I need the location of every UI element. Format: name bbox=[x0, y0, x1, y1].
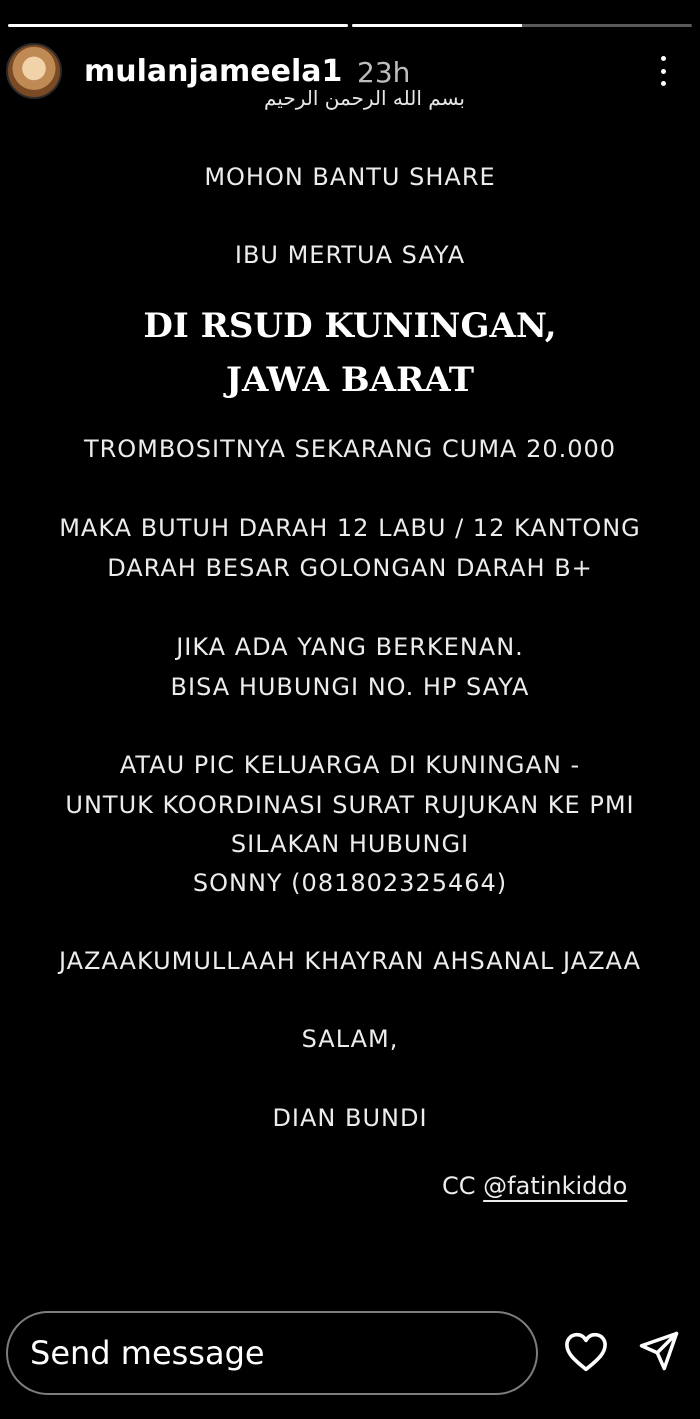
send-message-input[interactable] bbox=[6, 1311, 538, 1395]
story-progress bbox=[8, 24, 692, 27]
post-line: JAZAAKUMULLAAH KHAYRAN AHSANAL JAZAA bbox=[58, 947, 642, 975]
post-line: TROMBOSITNYA SEKARANG CUMA 20.000 bbox=[83, 435, 617, 463]
story-username[interactable]: mulanjameela1 bbox=[84, 54, 343, 89]
post-line: MAKA BUTUH DARAH 12 LABU / 12 KANTONG bbox=[59, 514, 641, 542]
avatar[interactable] bbox=[6, 43, 62, 99]
send-message-placeholder: Send message bbox=[30, 1334, 265, 1372]
post-line: DIAN BUNDI bbox=[272, 1104, 428, 1132]
cc-line bbox=[442, 1172, 627, 1200]
post-line: JIKA ADA YANG BERKENAN. bbox=[176, 633, 524, 661]
bismillah-text: بسم الله الرحمن الرحيم bbox=[263, 86, 465, 110]
post-line: ATAU PIC KELUARGA DI KUNINGAN - bbox=[119, 751, 581, 779]
post-line: SONNY (081802325464) bbox=[192, 869, 508, 897]
post-line: UNTUK KOORDINASI SURAT RUJUKAN KE PMI bbox=[65, 791, 635, 819]
post-heading: JAWA BARAT bbox=[225, 360, 475, 400]
story-progress-segment-current bbox=[352, 24, 692, 27]
heart-icon[interactable] bbox=[564, 1332, 608, 1372]
post-line: MOHON BANTU SHARE bbox=[204, 163, 496, 191]
story-progress-segment bbox=[8, 24, 348, 27]
post-line: SALAM, bbox=[301, 1025, 399, 1053]
send-icon[interactable] bbox=[638, 1330, 680, 1372]
cc-prefix: CC bbox=[442, 1172, 476, 1200]
post-line: DARAH BESAR GOLONGAN DARAH B+ bbox=[107, 554, 593, 582]
more-vertical-icon[interactable] bbox=[654, 56, 672, 86]
post-heading: DI RSUD KUNINGAN, bbox=[143, 306, 557, 346]
post-line: SILAKAN HUBUNGI bbox=[230, 830, 470, 858]
post-line: IBU MERTUA SAYA bbox=[234, 241, 466, 269]
mention-link[interactable]: @fatinkiddo bbox=[483, 1172, 628, 1200]
post-line: BISA HUBUNGI NO. HP SAYA bbox=[170, 673, 530, 701]
story-time: 23h bbox=[357, 56, 411, 89]
